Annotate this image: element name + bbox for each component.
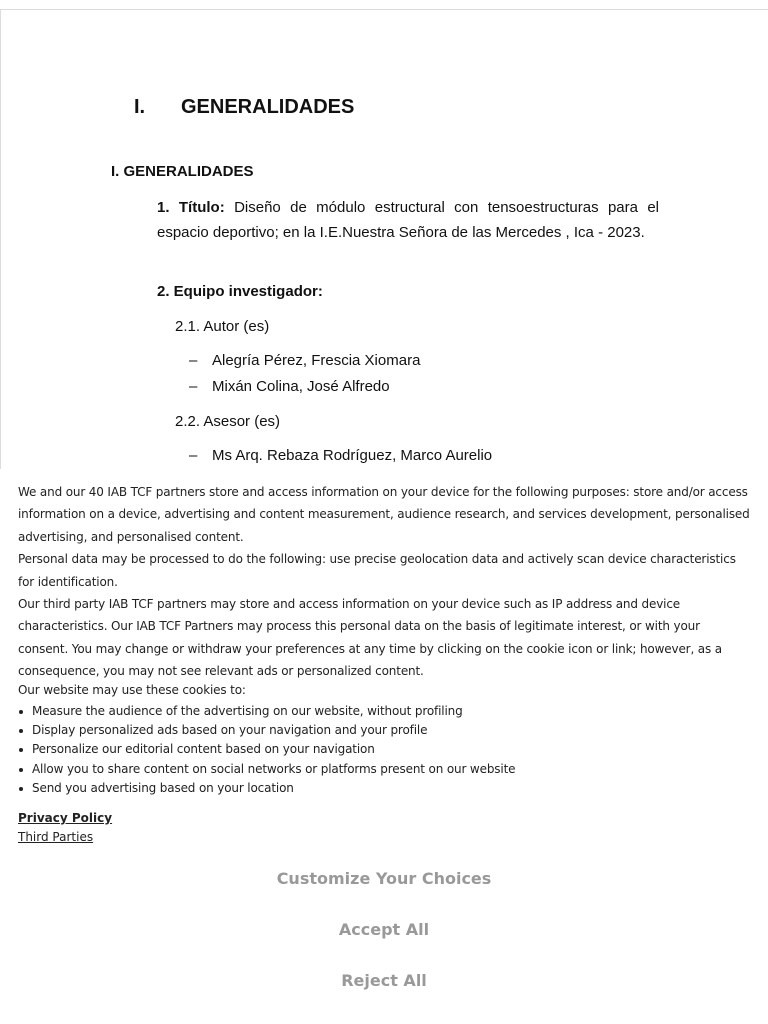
author-item xyxy=(189,352,420,369)
policy-links xyxy=(18,809,750,848)
reject-all-button[interactable]: Reject All xyxy=(0,971,768,990)
third-parties-link[interactable]: Third Parties xyxy=(18,830,94,845)
privacy-policy-link[interactable]: Privacy Policy xyxy=(18,810,113,825)
dash-bullet: – xyxy=(189,352,198,369)
accept-all-button[interactable]: Accept All xyxy=(0,920,768,939)
title-paragraph xyxy=(157,195,659,245)
title-label: 1. Título: xyxy=(157,199,225,216)
dash-bullet: – xyxy=(189,378,198,395)
advisors-label: 2.2. Asesor (es) xyxy=(175,413,281,430)
list-item: Measure the audience of the advertising on our website, without profiling xyxy=(32,702,750,721)
consent-paragraph: Personal data may be processed to do the following: use precise geolocation data and actively scan device characteristics for identification. xyxy=(18,552,736,589)
list-item: Allow you to share content on social networks or platforms present on our website xyxy=(32,760,750,779)
heading-title: GENERALIDADES xyxy=(181,96,355,118)
advisor-item xyxy=(189,447,492,464)
list-item: Send you advertising based on your location xyxy=(32,779,750,798)
advisor-name: Ms Arq. Rebaza Rodríguez, Marco Aurelio xyxy=(212,447,493,464)
author-name: Alegría Pérez, Frescia Xiomara xyxy=(212,352,421,369)
customize-choices-button[interactable]: Customize Your Choices xyxy=(0,869,768,888)
list-item: Display personalized ads based on your navigation and your profile xyxy=(32,721,750,740)
cookies-intro: Our website may use these cookies to: xyxy=(18,682,246,697)
dash-bullet: – xyxy=(189,447,198,464)
cookie-consent-dialog xyxy=(0,469,768,1024)
cookie-uses-list xyxy=(18,702,750,799)
heading-number: I. xyxy=(134,96,146,118)
authors-label: 2.1. Autor (es) xyxy=(175,318,270,335)
consent-paragraph: We and our 40 IAB TCF partners store and access information on your device for the following purposes: store and/or access information on a device, advertising and content measurement, audience research, and services development, personalised advertising, and personalised content. xyxy=(18,485,750,544)
consent-paragraph: Our third party IAB TCF partners may store and access information on your device such as IP address and device characteristics. Our IAB TCF Partners may process this personal data on the basis of legitimate interest, or with your consent. You may change or withdraw your preferences at any time by clicking on the cookie icon or link; however, as a consequence, you may not see relevant ads or personalized content. xyxy=(18,597,722,679)
title-text: Diseño de módulo estructural con tensoestructuras para el espacio deportivo; en la I.E.Nuestra Señora de las Mercedes , Ica - 2023. xyxy=(157,199,660,241)
document-page xyxy=(0,9,768,469)
author-name: Mixán Colina, José Alfredo xyxy=(212,378,390,395)
subheading: I. GENERALIDADES xyxy=(111,163,254,180)
list-item: Personalize our editorial content based on your navigation xyxy=(32,740,750,759)
team-label: 2. Equipo investigador: xyxy=(157,283,323,300)
author-item xyxy=(189,378,390,395)
